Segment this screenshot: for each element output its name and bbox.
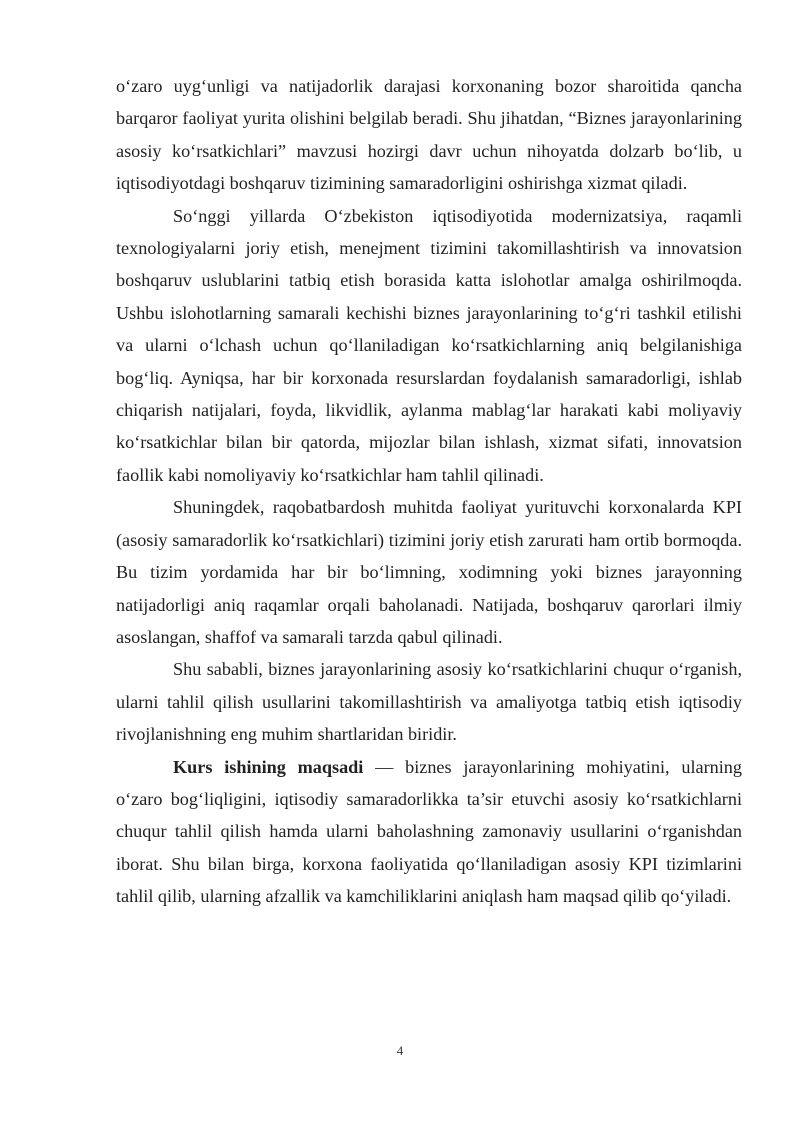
paragraph-continuation: o‘zaro uyg‘unligi va natijadorlik darajasi korxonaning bozor sharoitida qancha barqaror faoliyat yurita olishini belgilab beradi. Shu jihatdan, “Biznes jarayonlarining asosiy ko‘rsatkichlari” mavzusi hozirgi davr uchun nihoyatda dolzarb bo‘lib, u iqtisodiyotdagi boshqaruv tizimining samaradorligini oshirishga xizmat qiladi.: [116, 76, 742, 194]
paragraph-course-goal: [116, 751, 742, 913]
paragraph-conclusion: Shu sababli, biznes jarayonlarining asosiy ko‘rsatkichlarini chuqur o‘rganish, ularni tahlil qilish usullarini takomillashtirish va amaliyotga tatbiq etish iqtisodiy rivojlanishning eng muhim shartlaridan biridir.: [116, 659, 742, 745]
course-goal-text: — biznes jarayonlarining mohiyatini, ularning o‘zaro bog‘liqligini, iqtisodiy samaradorlikka ta’sir etuvchi asosiy ko‘rsatkichlarni chuqur tahlil qilish hamda ularni baholashning zamonaviy usullarini o‘rganishdan iborat. Shu bilan birga, korxona faoliyatida qo‘llaniladigan asosiy KPI tizimlarini tahlil qilib, ularning afzallik va kamchiliklarini aniqlash ham maqsad qilib qo‘yiladi.: [116, 756, 742, 907]
document-body: [116, 70, 742, 913]
page-number: 4: [396, 1043, 404, 1058]
paragraph-kpi: Shuningdek, raqobatbardosh muhitda faoliyat yurituvchi korxonalarda KPI (asosiy samaradorlik ko‘rsatkichlari) tizimini joriy etish zarurati ham ortib bormoqda. Bu tizim yordamida har bir bo‘limning, xodimning yoki biznes jarayonning natijadorligi aniq raqamlar orqali baholanadi. Natijada, boshqaruv qarorlari ilmiy asoslangan, shaffof va samarali tarzda qabul qilinadi.: [116, 497, 742, 647]
course-goal-heading: Kurs ishining maqsadi: [173, 756, 364, 777]
paragraph-reforms: So‘nggi yillarda O‘zbekiston iqtisodiyotida modernizatsiya, raqamli texnologiyalarni joriy etish, menejment tizimini takomillashtirish va innovatsion boshqaruv uslublarini tatbiq etish borasida katta islohotlar amalga oshirilmoqda. Ushbu islohotlarning samarali kechishi biznes jarayonlarining to‘g‘ri tashkil etilishi va ularni o‘lchash uchun qo‘llaniladigan ko‘rsatkichlarning aniq belgilanishiga bog‘liq. Ayniqsa, har bir korxonada resurslardan foydalanish samaradorligi, ishlab chiqarish natijalari, foyda, likvidlik, aylanma mablag‘lar harakati kabi moliyaviy ko‘rsatkichlar bilan bir qatorda, mijozlar bilan ishlash, xizmat sifati, innovatsion faollik kabi nomoliyaviy ko‘rsatkichlar ham tahlil qilinadi.: [116, 205, 742, 485]
